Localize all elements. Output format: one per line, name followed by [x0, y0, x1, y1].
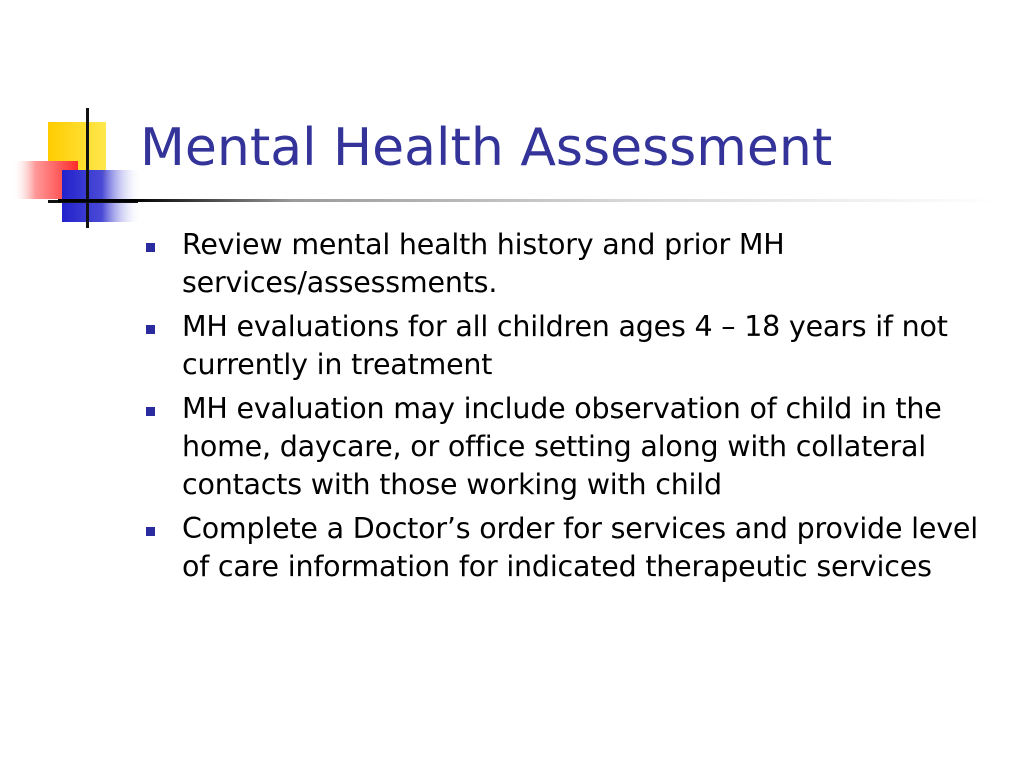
bullet-item [142, 510, 1002, 586]
bullet-item [142, 390, 1002, 504]
bullet-item [142, 226, 1002, 302]
title-underline [58, 199, 998, 202]
slide-title: Mental Health Assessment [140, 118, 833, 178]
bullet-list [142, 226, 1002, 592]
crosshair-squares-icon [0, 0, 160, 240]
square-bullet-icon [146, 527, 155, 536]
bullet-text: Review mental health history and prior MH services/assessments. [182, 228, 785, 299]
square-bullet-icon [146, 243, 155, 252]
bullet-item [142, 308, 1002, 384]
square-bullet-icon [146, 325, 155, 334]
bullet-text: MH evaluation may include observation of child in the home, daycare, or office setting along with collateral contacts with those working with child [182, 392, 942, 501]
bullet-text: MH evaluations for all children ages 4 – 18 years if not currently in treatment [182, 310, 948, 381]
bullet-text: Complete a Doctor’s order for services and provide level of care information for indicated therapeutic services [182, 512, 978, 583]
square-bullet-icon [146, 407, 155, 416]
